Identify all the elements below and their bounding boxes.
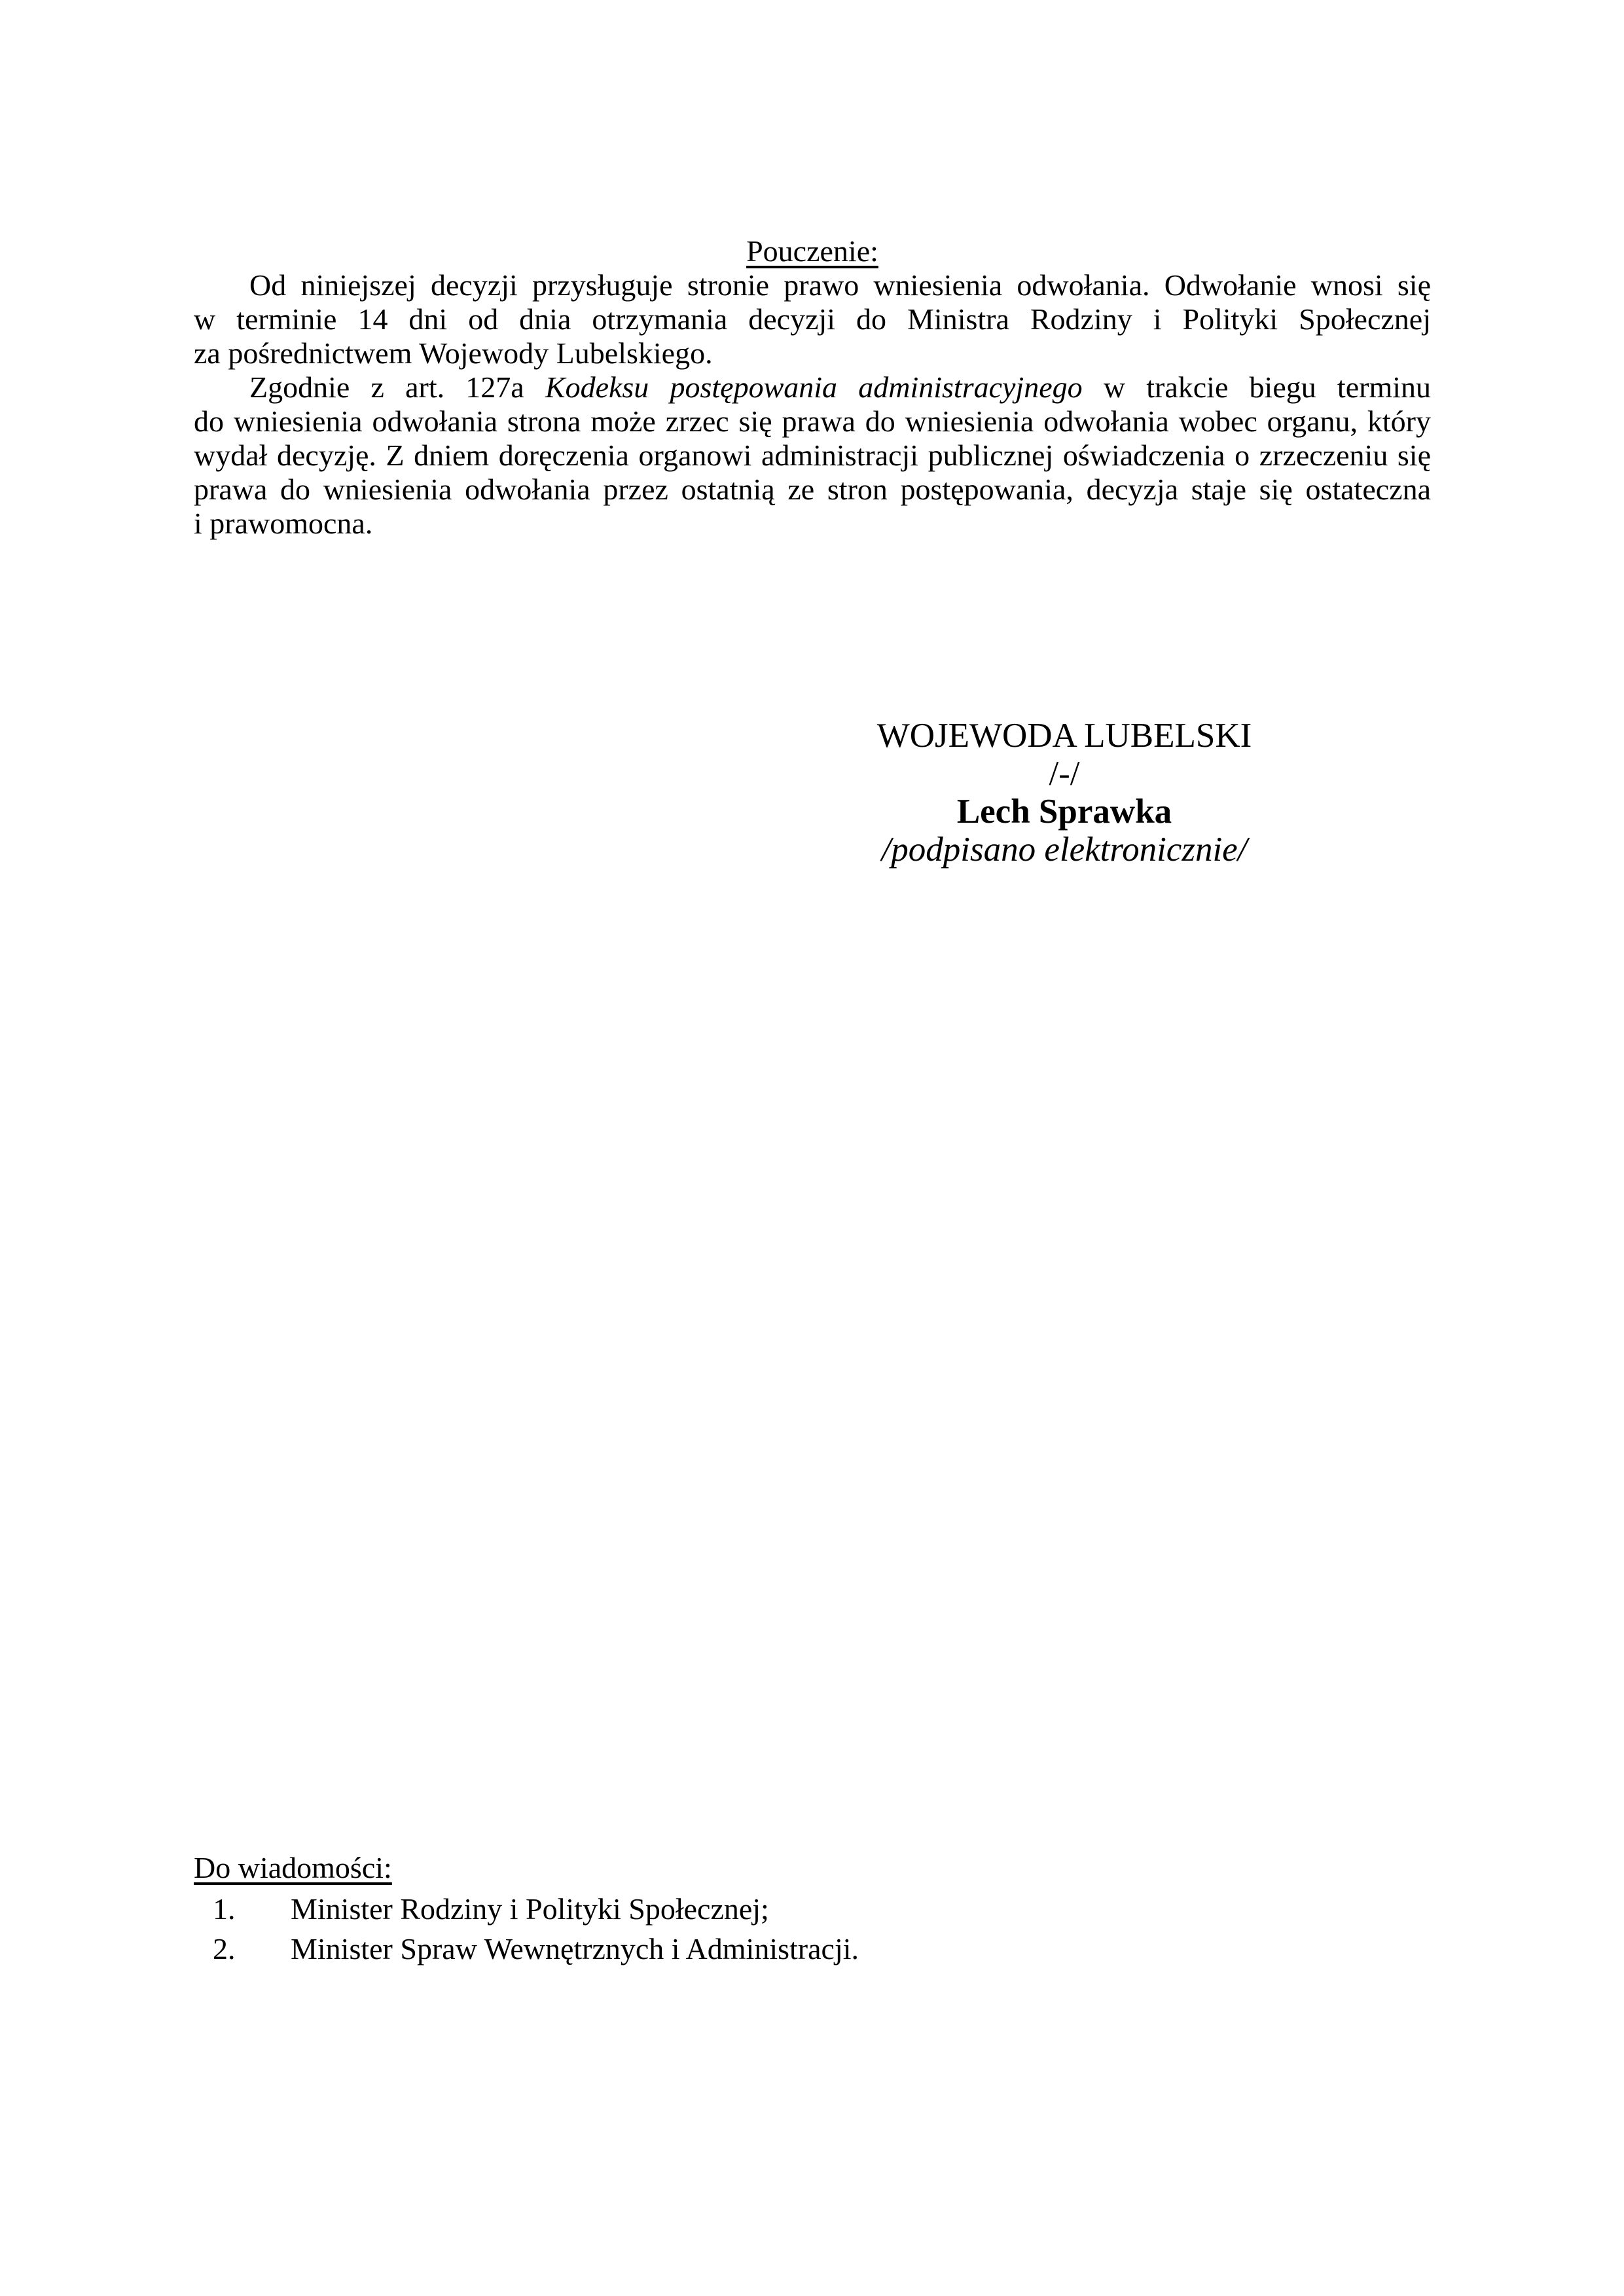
paragraph-line: w terminie 14 dni od dnia otrzymania decyzji do Ministra Rodziny i Polityki Społecznej xyxy=(194,302,1431,336)
signature-signed-mark: /-/ xyxy=(1049,755,1080,793)
paragraph-text: Zgodnie z art. 127a xyxy=(249,370,545,404)
list-item-number: 2. xyxy=(213,1932,236,1965)
signature-electronic-note: /podpisano elektronicznie/ xyxy=(881,831,1248,869)
signature-name: Lech Sprawka xyxy=(956,793,1172,831)
list-item xyxy=(194,1929,1431,1969)
distribution-heading xyxy=(194,1851,1431,1885)
instruction-heading xyxy=(194,234,1431,268)
paragraph-line: za pośrednictwem Wojewody Lubelskiego. xyxy=(194,336,713,370)
paragraph-line: prawa do wniesienia odwołania przez ostatnią ze stron postępowania, decyzja staje się ostateczna xyxy=(194,473,1431,506)
paragraph-line: do wniesienia odwołania strona może zrzec się prawa do wniesienia odwołania wobec organu, który xyxy=(194,404,1431,438)
paragraph-line: Od niniejszej decyzji przysługuje stronie prawo wniesienia odwołania. Odwołanie wnosi się xyxy=(249,268,1431,302)
paragraph-text: w trakcie biegu terminu xyxy=(1082,370,1432,404)
list-item-label: Minister Rodziny i Polityki Społecznej; xyxy=(291,1892,769,1926)
paragraph-appeal xyxy=(194,268,1431,370)
distribution-section xyxy=(194,1851,1431,1969)
paragraph-line: wydał decyzję. Z dniem doręczenia organowi administracji publicznej oświadczenia o zrzeczeniu się xyxy=(194,439,1431,472)
paragraph-line: i prawomocna. xyxy=(194,507,373,540)
distribution-heading-text: Do wiadomości: xyxy=(194,1851,392,1884)
list-item xyxy=(194,1889,1431,1929)
statute-title-italic: Kodeksu postępowania administracyjnego xyxy=(545,370,1083,404)
signature-block xyxy=(704,717,1424,869)
instruction-heading-text: Pouczenie: xyxy=(746,234,878,268)
paragraph-waiver xyxy=(194,370,1431,541)
list-item-number: 1. xyxy=(213,1892,236,1926)
list-item-label: Minister Spraw Wewnętrznych i Administracji. xyxy=(291,1932,859,1965)
signature-office-title: WOJEWODA LUBELSKI xyxy=(876,717,1252,755)
instruction-section xyxy=(194,234,1431,541)
paragraph-line xyxy=(194,370,1431,404)
